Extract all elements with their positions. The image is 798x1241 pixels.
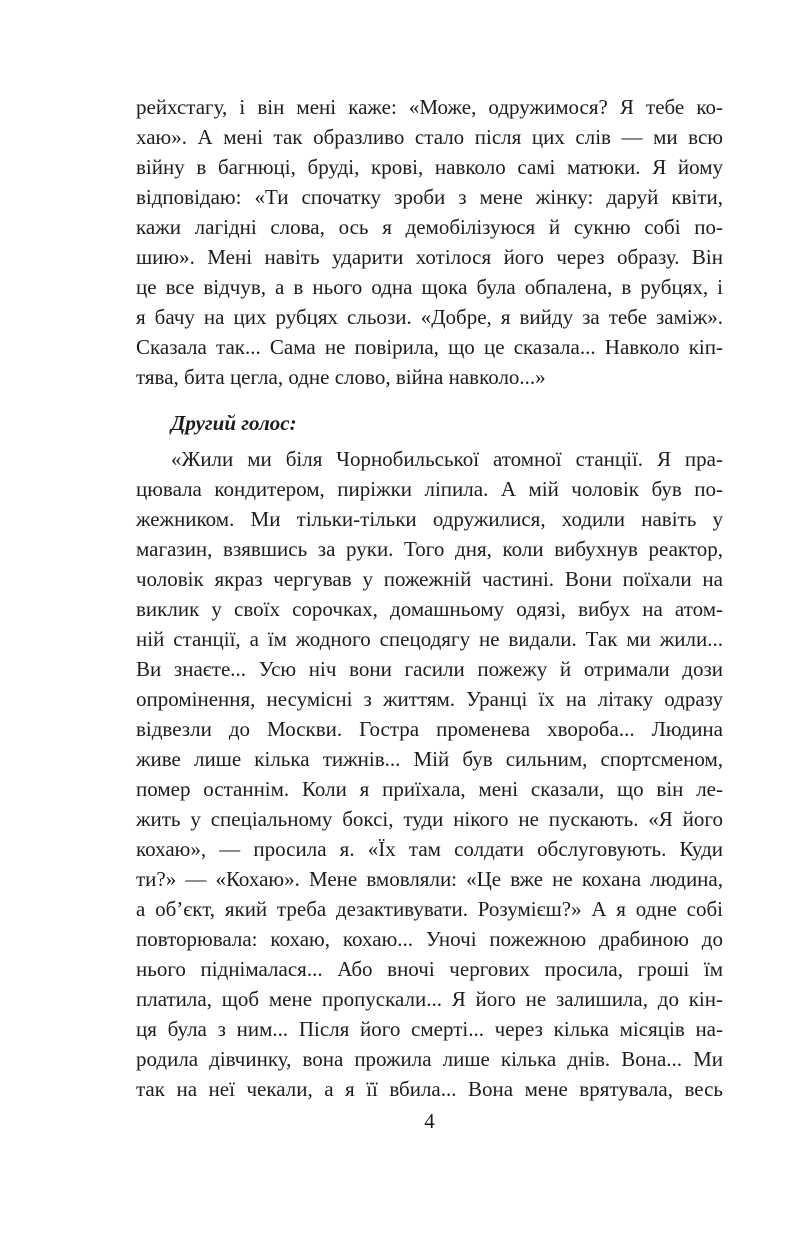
text-line: кажи лагідні слова, ось я демобілізуюся й сукню собі по- xyxy=(136,215,723,239)
text-line: ця була з ним... Після його смерті... через кілька місяців на- xyxy=(136,1017,723,1041)
text-line: ти?» — «Кохаю». Мене вмовляли: «Це вже не кохана людина, xyxy=(136,867,723,891)
first-voice-paragraph xyxy=(136,92,723,392)
text-line: «Жили ми біля Чорнобильської атомної станції. Я пра- xyxy=(171,447,723,471)
text-line: помер останнім. Коли я приїхала, мені сказали, що він ле- xyxy=(136,777,723,801)
text-line: рейхстагу, і він мені каже: «Може, одружимося? Я тебе ко- xyxy=(136,95,723,119)
text-line: Сказала так... Сама не повірила, що це сказала... Навколо кіп- xyxy=(136,335,723,359)
text-line: ній станції, а їм жодного спецодягу не видали. Так ми жили... xyxy=(136,627,723,651)
text-column xyxy=(136,92,723,1104)
page-number: 4 xyxy=(424,1109,435,1133)
text-line: Ви знаєте... Усю ніч вони гасили пожежу й отримали дози xyxy=(136,657,723,681)
text-line: живе лише кілька тижнів... Мій був сильним, спортсменом, xyxy=(136,747,723,771)
text-line: кохаю», — просила я. «Їх там солдати обслуговують. Куди xyxy=(136,837,723,861)
text-line: платила, щоб мене пропускали... Я його не залишила, до кін- xyxy=(136,987,723,1011)
text-line: виклик у своїх сорочках, домашньому одязі, вибух на атом- xyxy=(136,597,723,621)
text-line: відповідаю: «Ти спочатку зроби з мене жінку: даруй квіти, xyxy=(136,185,723,209)
second-voice-paragraph xyxy=(136,444,723,1104)
text-line: цювала кондитером, пиріжки ліпила. А мій чоловік був по- xyxy=(136,477,723,501)
text-line: це все відчув, а в нього одна щока була обпалена, в рубцях, і xyxy=(136,275,723,299)
text-line: тява, бита цегла, одне слово, війна навколо...» xyxy=(136,365,546,389)
text-line: шию». Мені навіть ударити хотілося його через образу. Він xyxy=(136,245,723,269)
text-line: відвезли до Москви. Гостра променева хвороба... Людина xyxy=(136,717,723,741)
text-line: нього піднімалася... Або вночі чергових просила, гроші їм xyxy=(136,957,723,981)
text-line: жежником. Ми тільки-тільки одружилися, ходили навіть у xyxy=(136,507,723,531)
text-line: жить у спеціальному боксі, туди нікого не пускають. «Я його xyxy=(136,807,723,831)
text-line: магазин, взявшись за руки. Того дня, коли вибухнув реактор, xyxy=(136,537,723,561)
text-line: опромінення, несумісні з життям. Уранці їх на літаку одразу xyxy=(136,687,723,711)
text-line: війну в багнюці, бруді, крові, навколо самі матюки. Я йому xyxy=(136,155,723,179)
text-line: так на неї чекали, а я її вбила... Вона мене врятувала, весь xyxy=(136,1077,723,1101)
text-line: повторювала: кохаю, кохаю... Уночі пожежною драбиною до xyxy=(136,927,723,951)
text-line: а об’єкт, який треба дезактивувати. Розумієш?» А я одне собі xyxy=(136,897,723,921)
text-line: хаю». А мені так образливо стало після цих слів — ми всю xyxy=(136,125,723,149)
text-line: я бачу на цих рубцях сльози. «Добре, я вийду за тебе заміж». xyxy=(136,305,723,329)
text-line: родила дівчинку, вона прожила лише кілька днів. Вона... Ми xyxy=(136,1047,723,1071)
second-voice-heading: Другий голос: xyxy=(171,411,297,435)
text-line: чоловік якраз чергував у пожежній частині. Вони поїхали на xyxy=(136,567,723,591)
